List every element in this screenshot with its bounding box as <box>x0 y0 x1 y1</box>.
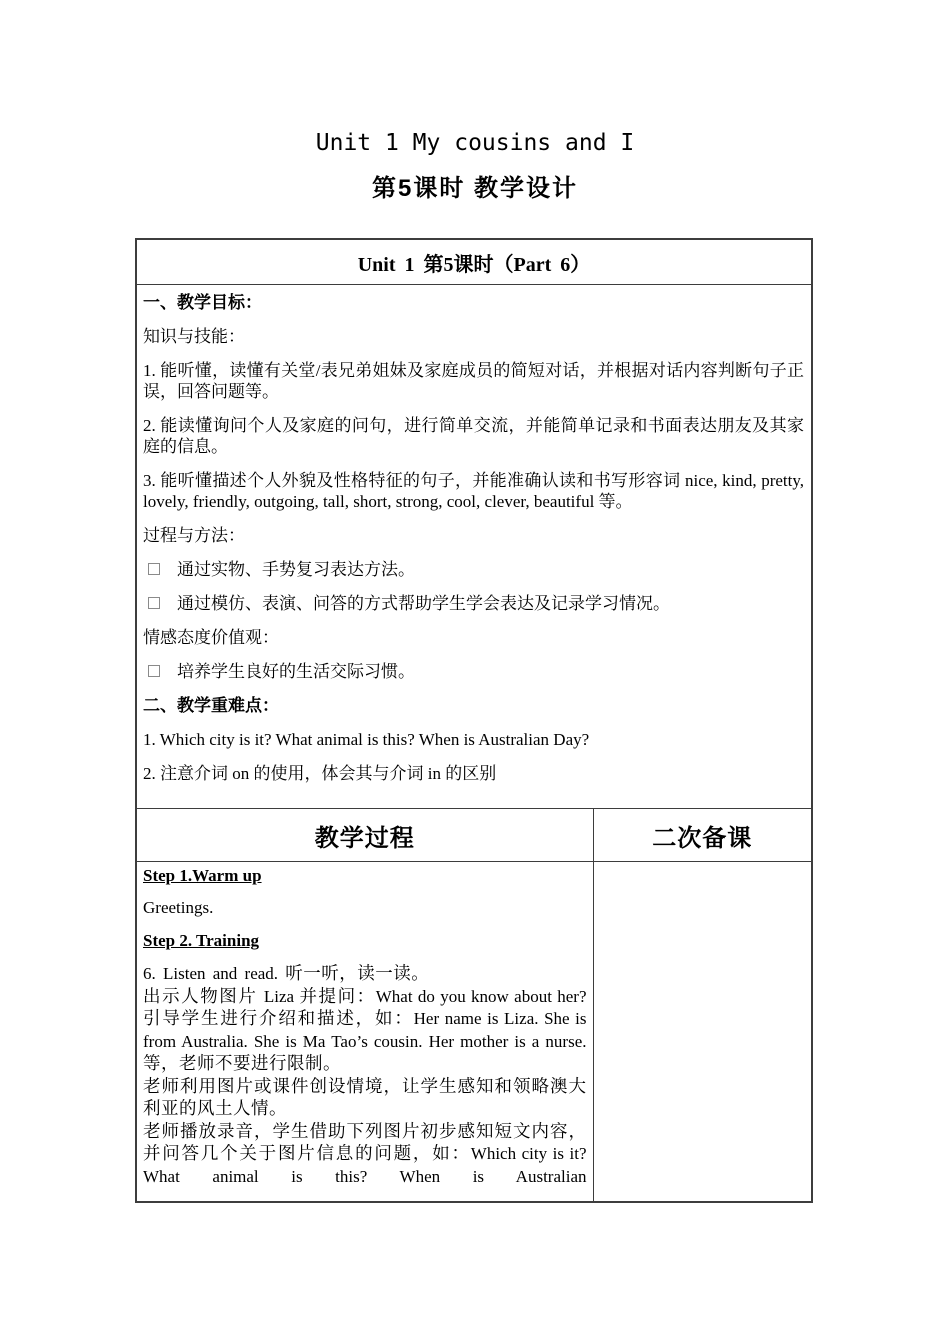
key-points-heading: 二、教学重难点： <box>143 696 279 715</box>
process-method-label: 过程与方法： <box>143 526 245 545</box>
key-point-2: 2. 注意介词 on 的使用，体会其与介词 in 的区别 <box>143 764 497 783</box>
knowledge-item-3: 3. 能听懂描述个人外貌及性格特征的句子，并能准确认读和书写形容词 nice, kind, pretty, lovely, friendly, outgoing, tall, short, strong, cool, clever, beautiful 等。 <box>143 471 804 511</box>
training-activity-text <box>143 963 587 1188</box>
objectives-cell <box>137 285 811 809</box>
table-title: Unit 1 第5课时（Part 6） <box>357 253 591 276</box>
knowledge-skills-label: 知识与技能： <box>143 327 245 346</box>
objectives-heading: 一、教学目标： <box>143 293 262 312</box>
listen-and-read-line: 6. Listen and read. 听一听，读一读。 <box>143 963 430 983</box>
emotion-attitude-label: 情感态度价值观： <box>143 628 279 647</box>
step2-heading: Step 2. Training <box>143 931 260 950</box>
document-subtitle: 第5课时 教学设计 <box>371 175 578 202</box>
check-item-label: 培养学生良好的生活交际习惯。 <box>177 662 415 681</box>
process-body-row <box>137 862 811 1201</box>
check-item-label: 通过实物、手势复习表达方法。 <box>177 560 415 579</box>
knowledge-item-1: 1. 能听懂，读懂有关堂/表兄弟姐妹及家庭成员的简短对话，并根据对话内容判断句子正误，回答问题等。 <box>143 361 804 401</box>
checkbox-icon <box>148 563 160 575</box>
lesson-plan-table <box>135 238 813 1203</box>
process-header-row <box>137 809 811 862</box>
table-title-row <box>137 240 811 285</box>
second-preparation-header: 二次备课 <box>652 825 753 852</box>
greetings-text: Greetings. <box>143 898 214 917</box>
teaching-process-cell <box>137 862 594 1201</box>
emotion-item-1 <box>143 661 804 682</box>
check-item-label: 通过模仿、表演、问答的方式帮助学生学会表达及记录学习情况。 <box>177 594 670 613</box>
step1-heading: Step 1.Warm up <box>143 866 262 885</box>
knowledge-item-2: 2. 能读懂询问个人及家庭的问句，进行简单交流，并能简单记录和书面表达朋友及其家庭的信息。 <box>143 416 804 456</box>
activity-paragraph-2: 老师利用图片或课件创设情境，让学生感知和领略澳大利亚的风土人情。 <box>143 1075 587 1118</box>
checkbox-icon <box>148 597 160 609</box>
activity-paragraph-3: 老师播放录音，学生借助下列图片初步感知短文内容，并问答几个关于图片信息的问题，如：Which city is it? What animal is this? When is Australian <box>143 1120 587 1186</box>
checkbox-icon <box>148 665 160 677</box>
process-method-item-2 <box>143 593 804 614</box>
key-point-1: 1. Which city is it? What animal is this? When is Australian Day? <box>143 730 590 749</box>
document-title: Unit 1 My cousins and I <box>315 130 635 156</box>
activity-paragraph-1: 出示人物图片 Liza 并提问：What do you know about her? 引导学生进行介绍和描述，如：Her name is Liza. She is from Australia. She is Ma Tao’s cousin. Her mother is a nurse.等，老师不要进行限制。 <box>143 985 587 1073</box>
process-method-item-1 <box>143 559 804 580</box>
second-preparation-cell <box>594 862 812 1201</box>
teaching-process-header: 教学过程 <box>137 809 594 861</box>
